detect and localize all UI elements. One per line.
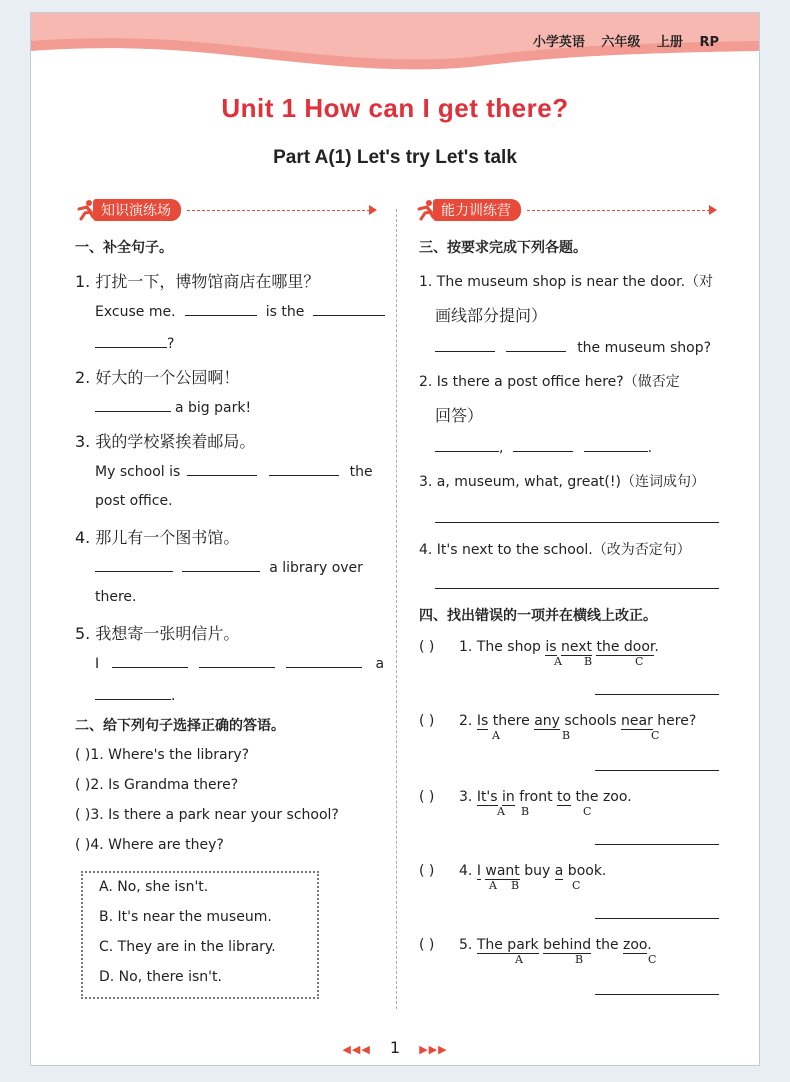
match-2: ( )2. Is Grandma there? xyxy=(75,777,239,793)
option-c: C. They are in the library. xyxy=(99,939,276,955)
label-c: C xyxy=(651,729,660,742)
answer-paren[interactable]: ( ) xyxy=(419,937,435,953)
rewrite-4: 4. It's next to the school.（改为否定句） xyxy=(419,542,691,558)
error-2: 2. Is there any schools near here? xyxy=(459,713,697,729)
blank[interactable] xyxy=(513,437,573,452)
q5-text-b: a xyxy=(375,656,385,672)
blank[interactable] xyxy=(95,685,171,700)
q3-text-b: the xyxy=(349,464,373,480)
page-footer xyxy=(31,1038,759,1057)
question-2-cn: 2. 好大的一个公园啊！ xyxy=(75,368,240,387)
right-banner-arrow xyxy=(527,210,715,211)
header-subject: 小学英语 xyxy=(532,35,585,50)
blank[interactable] xyxy=(95,557,173,572)
comma: , xyxy=(499,440,504,456)
left-banner xyxy=(75,199,375,221)
answer-paren[interactable]: ( ) xyxy=(419,639,435,655)
blank[interactable] xyxy=(112,653,188,668)
label-c: C xyxy=(635,655,644,668)
page-number: 1 xyxy=(389,1038,401,1057)
header-info xyxy=(521,31,719,50)
q1-text-c: ? xyxy=(167,336,175,352)
q5-text-a: I xyxy=(95,656,100,672)
blank[interactable] xyxy=(584,437,648,452)
rewrite-1: 1. The museum shop is near the door.（对 xyxy=(419,274,714,290)
section-4-heading: 四、找出错误的一项并在横线上改正。 xyxy=(419,608,657,624)
answer-line[interactable] xyxy=(435,521,719,523)
q4-text-b: there. xyxy=(95,589,137,605)
label-c: C xyxy=(648,953,657,966)
q3-text-c: post office. xyxy=(95,493,173,509)
q5-text-c: . xyxy=(171,688,176,704)
label-b: B xyxy=(575,953,584,966)
question-5-cn: 5. 我想寄一张明信片。 xyxy=(75,624,240,643)
answer-line[interactable] xyxy=(595,769,719,771)
header-edition: RP xyxy=(699,35,719,50)
options-box xyxy=(81,871,319,999)
rewrite-1-answer-text: the museum shop? xyxy=(577,340,712,356)
blank[interactable] xyxy=(185,301,257,316)
right-arrows-icon: ▶▶▶ xyxy=(419,1043,448,1056)
label-b: B xyxy=(521,805,530,818)
unit-title: Unit 1 How can I get there? xyxy=(221,93,569,123)
left-banner-arrow xyxy=(187,210,375,211)
answer-paren[interactable]: ( ) xyxy=(419,713,435,729)
blank[interactable] xyxy=(506,337,566,352)
rewrite-2-note: 回答） xyxy=(435,406,484,425)
q3-text-a: My school is xyxy=(95,464,181,480)
section-2-heading: 二、给下列句子选择正确的答语。 xyxy=(75,718,285,734)
blank[interactable] xyxy=(182,557,260,572)
label-b: B xyxy=(562,729,571,742)
answer-line[interactable] xyxy=(435,587,719,589)
rewrite-3: 3. a, museum, what, great(!)（连词成句） xyxy=(419,474,705,490)
header-volume: 上册 xyxy=(656,35,683,50)
label-a: A xyxy=(492,729,500,742)
rewrite-2: 2. Is there a post office here?（做否定 xyxy=(419,374,680,390)
error-3: 3. It's in front to the zoo. xyxy=(459,789,632,805)
answer-line[interactable] xyxy=(595,917,719,919)
question-4-cn: 4. 那儿有一个图书馆。 xyxy=(75,528,240,547)
label-c: C xyxy=(583,805,592,818)
question-1-cn: 1. 打扰一下，博物馆商店在哪里？ xyxy=(75,272,320,291)
error-4: 4. I want buy a book. xyxy=(459,863,607,879)
period: . xyxy=(647,440,653,456)
blank[interactable] xyxy=(95,397,171,412)
label-a: A xyxy=(489,879,497,892)
label-b: B xyxy=(511,879,520,892)
blank[interactable] xyxy=(95,333,167,348)
part-subtitle: Part A(1) Let's try Let's talk xyxy=(273,147,517,168)
q1-text-a: Excuse me. xyxy=(95,304,176,320)
section-1-heading: 一、补全句子。 xyxy=(75,240,173,256)
blank[interactable] xyxy=(199,653,275,668)
blank[interactable] xyxy=(286,653,362,668)
section-3-heading: 三、按要求完成下列各题。 xyxy=(419,240,587,256)
blank[interactable] xyxy=(269,461,339,476)
column-divider xyxy=(396,209,397,1009)
q2-text: a big park! xyxy=(175,400,252,416)
match-3: ( )3. Is there a park near your school? xyxy=(75,807,339,823)
q1-text-b: is the xyxy=(265,304,305,320)
label-a: A xyxy=(554,655,562,668)
left-banner-label: 知识演练场 xyxy=(93,199,181,221)
right-banner xyxy=(415,199,715,221)
blank[interactable] xyxy=(187,461,257,476)
q4-text-a: a library over xyxy=(269,560,363,576)
label-a: A xyxy=(497,805,505,818)
answer-line[interactable] xyxy=(595,843,719,845)
answer-paren[interactable]: ( ) xyxy=(419,863,435,879)
worksheet-page xyxy=(30,12,760,1066)
label-a: A xyxy=(515,953,523,966)
option-b: B. It's near the museum. xyxy=(99,909,272,925)
blank[interactable] xyxy=(435,337,495,352)
label-c: C xyxy=(572,879,581,892)
answer-paren[interactable]: ( ) xyxy=(419,789,435,805)
option-a: A. No, she isn't. xyxy=(99,879,209,895)
blank[interactable] xyxy=(435,437,499,452)
answer-line[interactable] xyxy=(595,993,719,995)
label-b: B xyxy=(584,655,593,668)
question-3-cn: 3. 我的学校紧挨着邮局。 xyxy=(75,432,256,451)
option-d: D. No, there isn't. xyxy=(99,969,222,985)
left-arrows-icon: ◀◀◀ xyxy=(342,1043,371,1056)
header-grade: 六年级 xyxy=(601,35,641,50)
error-1: 1. The shop is next the door. xyxy=(459,639,659,655)
match-1: ( )1. Where's the library? xyxy=(75,747,250,763)
match-4: ( )4. Where are they? xyxy=(75,837,224,853)
error-5: 5. The park behind the zoo. xyxy=(459,937,652,953)
blank[interactable] xyxy=(313,301,385,316)
rewrite-1-note: 画线部分提问） xyxy=(435,306,548,325)
right-banner-label: 能力训练营 xyxy=(433,199,521,221)
answer-line[interactable] xyxy=(595,693,719,695)
